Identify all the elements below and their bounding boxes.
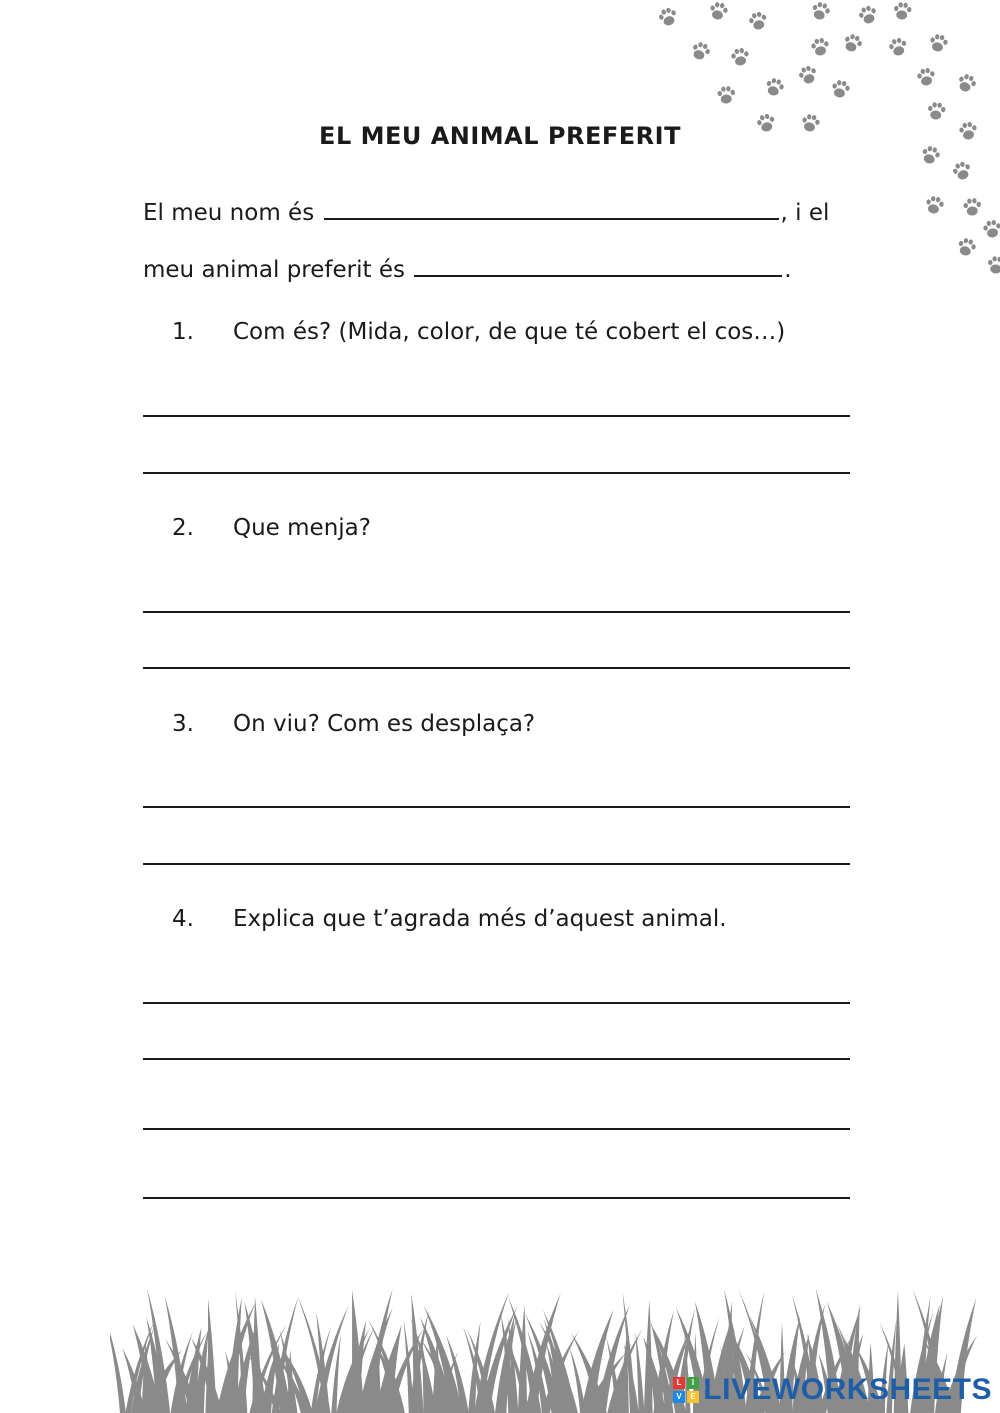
animal-line-end: . — [784, 257, 792, 283]
animal-line — [143, 251, 792, 283]
name-line-label: El meu nom és — [143, 200, 315, 226]
brand-watermark — [673, 1373, 992, 1407]
question-1 — [172, 319, 785, 345]
question-3 — [172, 711, 535, 737]
brand-logo-square: L — [673, 1377, 685, 1389]
brand-logo-square: E — [687, 1391, 699, 1403]
answer-line[interactable] — [143, 667, 850, 669]
question-text: Que menja? — [233, 515, 371, 541]
question-number: 4. — [172, 906, 194, 932]
question-2 — [172, 515, 371, 541]
question-text: On viu? Com es desplaça? — [233, 711, 536, 737]
question-number: 3. — [172, 711, 194, 737]
name-blank[interactable] — [324, 194, 779, 220]
answer-line[interactable] — [143, 806, 850, 808]
question-text: Explica que t’agrada més d’aquest animal. — [233, 906, 727, 932]
brand-logo-square: V — [673, 1391, 685, 1403]
animal-blank[interactable] — [414, 251, 782, 277]
answer-line[interactable] — [143, 611, 850, 613]
answer-line[interactable] — [143, 1058, 850, 1060]
question-text: Com és? (Mida, color, de que té cobert el cos…) — [233, 319, 786, 345]
answer-line[interactable] — [143, 472, 850, 474]
brand-logo-icon — [673, 1377, 699, 1403]
page-title: EL MEU ANIMAL PREFERIT — [319, 122, 681, 150]
answer-line[interactable] — [143, 1197, 850, 1199]
animal-line-label: meu animal preferit és — [143, 257, 405, 283]
question-number: 1. — [172, 319, 194, 345]
name-line — [143, 194, 829, 226]
answer-line[interactable] — [143, 1002, 850, 1004]
name-line-end: , i el — [780, 200, 830, 226]
brand-name: LIVEWORKSHEETS — [703, 1373, 992, 1406]
answer-line[interactable] — [143, 1128, 850, 1130]
answer-line[interactable] — [143, 863, 850, 865]
answer-line[interactable] — [143, 415, 850, 417]
question-number: 2. — [172, 515, 194, 541]
brand-logo-square: I — [687, 1377, 699, 1389]
question-4 — [172, 906, 727, 932]
